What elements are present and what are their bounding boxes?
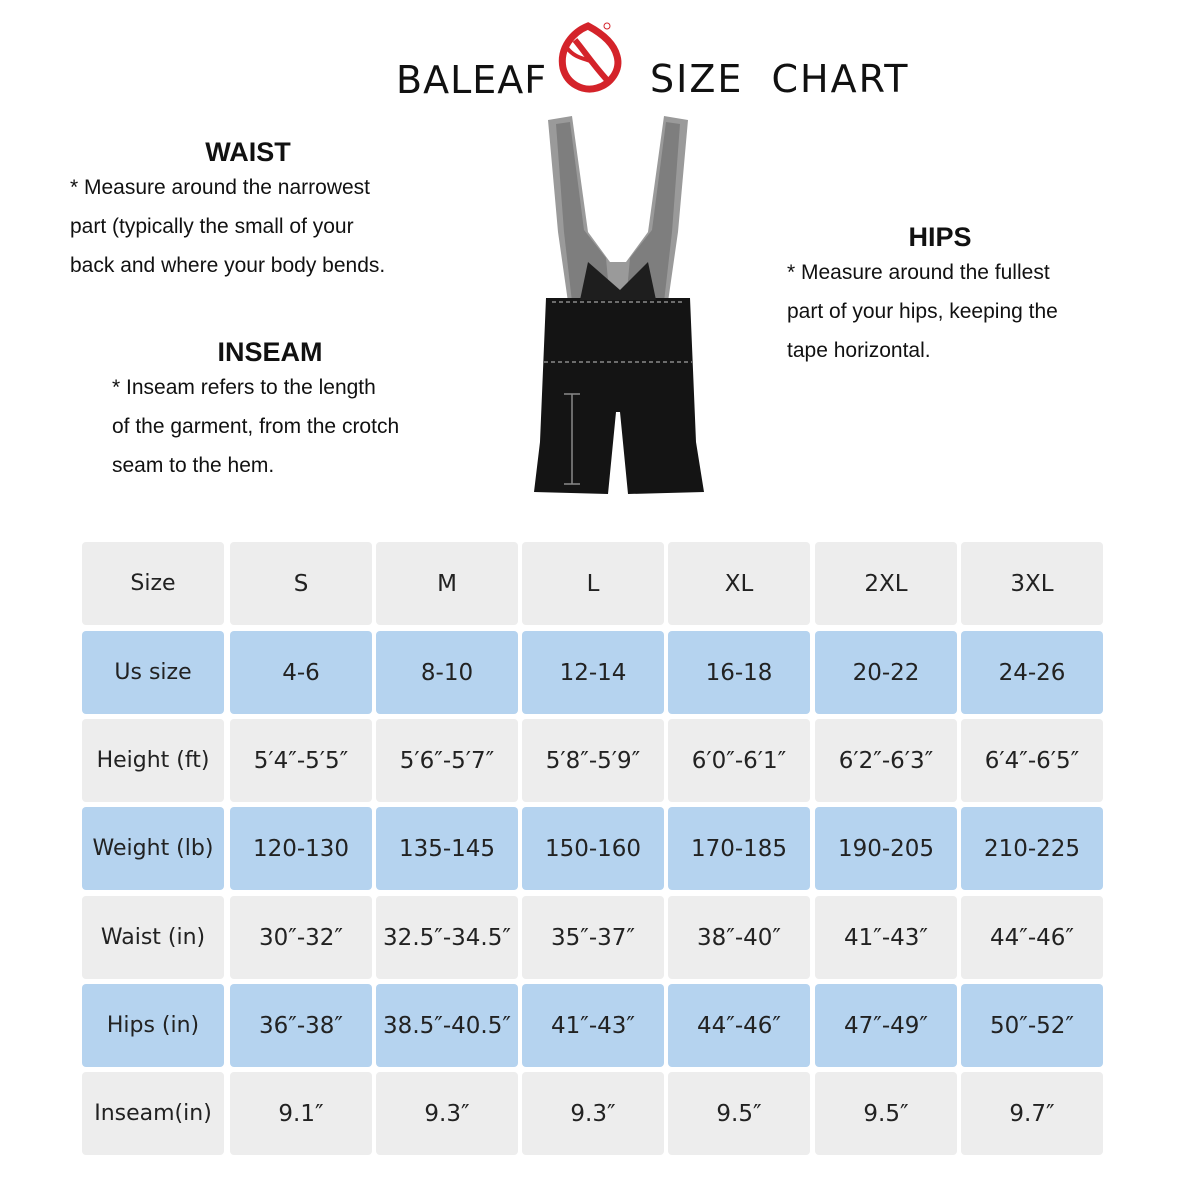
table-cell: 16-18 (668, 631, 810, 714)
waist-line-2: part (typically the small of your (70, 215, 354, 238)
table-cell: 38″-40″ (668, 896, 810, 979)
table-cell: 41″-43″ (815, 896, 957, 979)
table-cell: 6′2″-6′3″ (815, 719, 957, 802)
size-table (82, 542, 1106, 1165)
table-cell: 32.5″-34.5″ (376, 896, 518, 979)
table-cell: 2XL (815, 542, 957, 625)
table-cell: 35″-37″ (522, 896, 664, 979)
table-cell: 5′4″-5′5″ (230, 719, 372, 802)
waist-line-1: * Measure around the narrowest (70, 176, 370, 199)
waist-line-3: back and where your body bends. (70, 254, 386, 277)
table-cell: 44″-46″ (961, 896, 1103, 979)
table-cell: 9.5″ (668, 1072, 810, 1155)
table-cell: 9.1″ (230, 1072, 372, 1155)
hips-instructions (787, 222, 1107, 370)
chart-title: SIZE CHART (650, 57, 910, 101)
inseam-line-2: of the garment, from the crotch (112, 415, 400, 438)
inseam-instructions (112, 337, 472, 485)
table-cell: 50″-52″ (961, 984, 1103, 1067)
table-cell: 44″-46″ (668, 984, 810, 1067)
table-cell: S (230, 542, 372, 625)
row-label-cell: Height (ft) (82, 719, 224, 802)
bib-shorts-illustration (528, 112, 708, 497)
waist-instructions (70, 137, 450, 285)
table-cell: 9.7″ (961, 1072, 1103, 1155)
hips-heading: HIPS (908, 222, 972, 252)
table-cell: 38.5″-40.5″ (376, 984, 518, 1067)
table-cell: 6′0″-6′1″ (668, 719, 810, 802)
brand-name: BALEAF (396, 58, 548, 102)
table-cell: 210-225 (961, 807, 1103, 890)
table-cell: 20-22 (815, 631, 957, 714)
table-cell: M (376, 542, 518, 625)
table-cell: 12-14 (522, 631, 664, 714)
row-label-cell: Us size (82, 631, 224, 714)
header (0, 0, 1200, 110)
table-cell: 120-130 (230, 807, 372, 890)
table-cell: 8-10 (376, 631, 518, 714)
row-label-cell: Size (82, 542, 224, 625)
table-cell: 24-26 (961, 631, 1103, 714)
table-cell: 9.5″ (815, 1072, 957, 1155)
row-label-cell: Inseam(in) (82, 1072, 224, 1155)
inseam-line-3: seam to the hem. (112, 454, 275, 477)
row-label-cell: Hips (in) (82, 984, 224, 1067)
row-label-cell: Waist (in) (82, 896, 224, 979)
table-cell: L (522, 542, 664, 625)
waist-heading: WAIST (205, 137, 291, 167)
table-cell: 6′4″-6′5″ (961, 719, 1103, 802)
table-cell: 170-185 (668, 807, 810, 890)
table-cell: 150-160 (522, 807, 664, 890)
table-cell: 4-6 (230, 631, 372, 714)
table-cell: 9.3″ (376, 1072, 518, 1155)
table-cell: 5′6″-5′7″ (376, 719, 518, 802)
row-label-cell: Weight (lb) (82, 807, 224, 890)
table-cell: 47″-49″ (815, 984, 957, 1067)
table-cell: XL (668, 542, 810, 625)
table-cell: 41″-43″ (522, 984, 664, 1067)
table-cell: 190-205 (815, 807, 957, 890)
table-cell: 3XL (961, 542, 1103, 625)
table-cell: 135-145 (376, 807, 518, 890)
table-cell: 36″-38″ (230, 984, 372, 1067)
table-cell: 30″-32″ (230, 896, 372, 979)
table-cell: 9.3″ (522, 1072, 664, 1155)
inseam-line-1: * Inseam refers to the length (112, 376, 376, 399)
hips-line-1: * Measure around the fullest (787, 261, 1050, 284)
table-cell: 5′8″-5′9″ (522, 719, 664, 802)
hips-line-3: tape horizontal. (787, 339, 931, 362)
hips-line-2: part of your hips, keeping the (787, 300, 1058, 323)
baleaf-logo-icon (545, 18, 631, 98)
inseam-heading: INSEAM (217, 337, 323, 367)
